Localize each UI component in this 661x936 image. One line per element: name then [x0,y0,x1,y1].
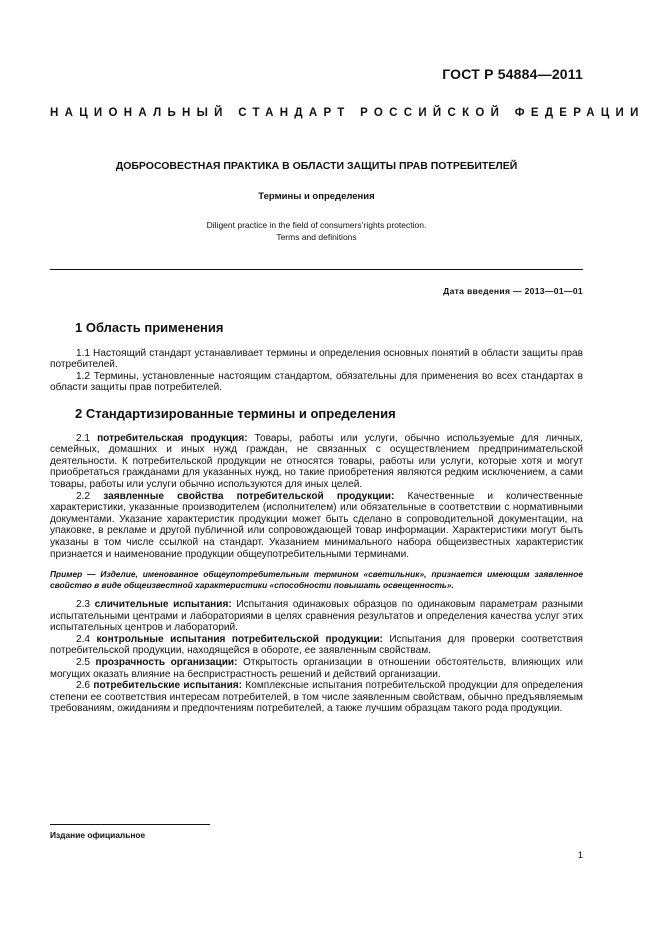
introduction-date: Дата введения — 2013—01—01 [443,286,583,296]
term-number: 2.4 [76,633,91,645]
term-definition: Открытость организации в отношении обстоятельств, влияющих или могущих оказать влияние на беспристрастность решений и действий организации. [50,657,584,680]
page-number: 1 [577,850,583,861]
english-title-line2: Terms and definitions [276,232,357,242]
term-name: потребительские испытания: [93,680,243,692]
document-subtitle: Термины и определения [258,191,375,202]
section-2-heading: 2 Стандартизированные термины и определения [75,405,396,421]
term-2-5 [50,657,583,680]
section-1-heading: 1 Область применения [75,320,224,335]
national-standard-title: НАЦИОНАЛЬНЫЙ СТАНДАРТ РОССИЙСКОЙ ФЕДЕРАЦИИ [50,107,645,119]
term-2-1 [50,433,583,491]
term-number: 2.5 [76,657,91,669]
term-definition: Качественные и количественные характеристики, указанные производителем (исполнителем) или обязательные в соответствии с нормативными документами. Указание характеристик продукции может быть сделано в сопроводительной документации, на упаковке, в рекламе и другой публичной или сопровождающей товар информации. Характеристики могут быть указаны в том числе ссылкой на стандарт. Указанием минимального набора общеизвестных характеристик признается и наименование продукции общеупотребительными терминами. [50,490,583,560]
term-2-3 [50,599,583,634]
term-definition: Комплексные испытания потребительской продукции для определения степени ее соответствия интересам потребителей, в том числе заявленным свойствам, обычно предъявляемым требованиям, ожиданиям и предпочтениям потребителей, а также лучшим образцам такого рода продукции. [50,680,583,715]
header-divider [50,269,583,270]
document-title: ДОБРОСОВЕСТНАЯ ПРАКТИКА В ОБЛАСТИ ЗАЩИТЫ ПРАВ ПОТРЕБИТЕЛЕЙ [115,160,518,172]
term-2-2 [50,491,583,561]
clause-1-1: 1.1 Настоящий стандарт устанавливает термины и определения основных понятий в области защиты прав потребителей. [50,347,583,371]
term-2-4 [50,634,583,657]
term-number: 2.1 [76,432,91,444]
document-body [50,322,583,715]
term-name: сличительные испытания: [94,599,232,611]
term-definition: Товары, работы или услуги, обычно используемые для личных, семейных, домашних и иных нужд граждан, не связанных с осуществлением предпринимательской деятельности. К потребительской продукции не относятся товары, работы или услуги, которые хотя и могут приобретаться гражданами для указанных нужд, но такие приобретения являются редким исключением, а сами товары, работы или услуги обычно используются для иных целей. [50,432,584,490]
official-edition-label: Издание официальное [50,830,146,840]
term-2-6 [50,680,583,715]
term-name: заявленные свойства потребительской продукции: [103,490,395,502]
term-name: потребительская продукция: [97,432,248,444]
english-title-line1: Diligent practice in the field of consumers’rights protection. [206,220,427,230]
example-note: Пример — Изделие, именованное общеупотребительным термином «светильник», признается имеющим заявленное свойство в виде общеизвестной характеристики «способности повышать освещенность». [50,569,583,591]
footer-divider [50,824,210,825]
term-name: контрольные испытания потребительской продукции: [96,633,383,645]
english-title [50,219,583,243]
term-definition: Испытания одинаковых образцов по одинаковым параметрам разными испытательными центрами и лабораториями в целях сравнения результатов и определения качества услуг этих испытательных центров и лабораторий. [50,599,583,634]
term-number: 2.3 [76,599,91,611]
term-definition: Испытания для проверки соответствия потребительской продукции, находящейся в обороте, ее заявленным свойствам. [50,633,584,657]
term-number: 2.2 [76,490,91,502]
term-name: прозрачность организации: [95,657,238,669]
clause-1-2: 1.2 Термины, установленные настоящим стандартом, обязательны для применения во всех стандартах в области защиты прав потребителей. [50,370,583,394]
gost-number: ГОСТ Р 54884—2011 [442,66,583,82]
term-number: 2.6 [76,680,91,692]
